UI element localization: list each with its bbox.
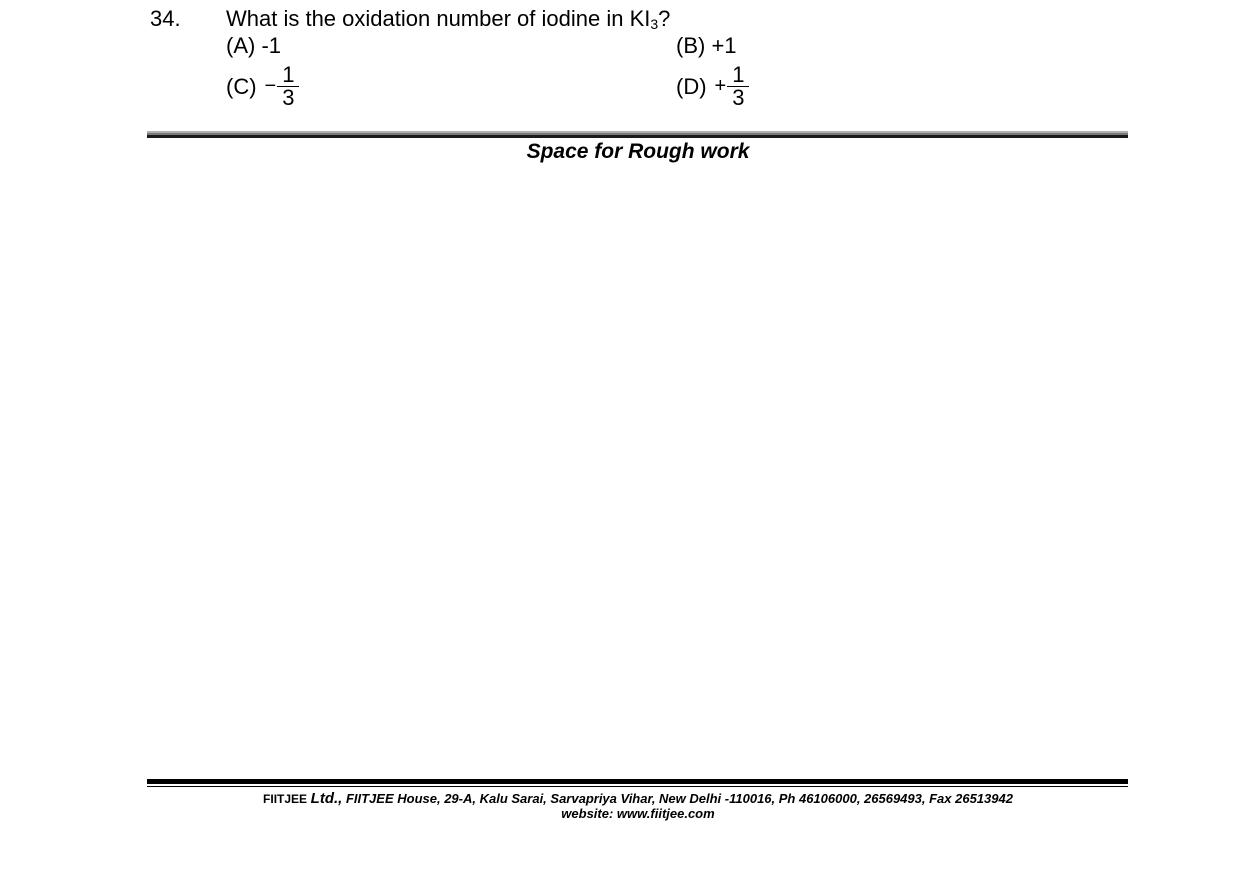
option-d[interactable] [676,64,749,109]
footer-address: FIITJEE House, 29-A, Kalu Sarai, Sarvapriya Vihar, New Delhi -110016, Ph 46106000, 26569493, Fax 26513942 [345,791,1013,806]
footer-address-line [0,790,1238,807]
bottom-divider-thick [147,779,1128,784]
option-c-numerator: 1 [277,64,299,87]
footer-ltd: Ltd., [310,790,343,807]
question-text [226,6,670,32]
option-c[interactable] [226,64,299,109]
question-text-end: ? [658,6,671,31]
bottom-divider-thin [147,786,1128,787]
option-d-numerator: 1 [727,64,749,87]
option-c-fraction [277,64,299,109]
footer-brand: FIITJEE [263,792,308,806]
option-c-sign: − [264,75,277,97]
footer-website[interactable]: website: www.fiitjee.com [561,806,715,821]
question-text-main: What is the oxidation number of iodine in KI [226,6,651,31]
top-divider [147,131,1128,138]
option-d-label: (D) [676,73,707,99]
option-d-sign: + [714,75,727,97]
option-c-denominator: 3 [282,85,295,110]
option-d-denominator: 3 [732,85,745,110]
question-subscript: 3 [650,16,659,32]
question-number: 34. [150,6,181,31]
option-d-fraction [727,64,749,109]
option-c-label: (C) [226,73,257,99]
option-a[interactable]: (A) -1 [226,33,281,58]
option-b[interactable]: (B) +1 [676,33,737,58]
rough-work-heading: Space for Rough work [526,140,750,163]
